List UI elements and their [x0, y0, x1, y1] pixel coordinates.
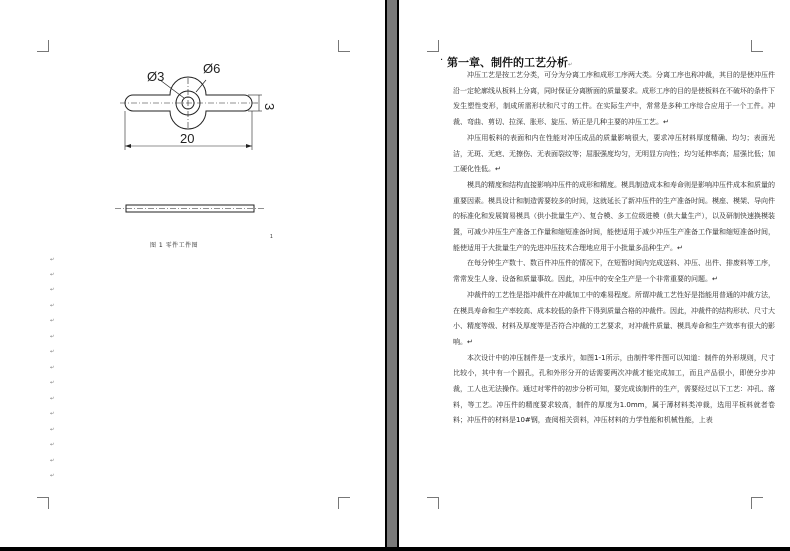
paragraph-mark: ↵ [50, 442, 55, 448]
crop-mark-top-right [751, 40, 763, 52]
paragraph-mark: ↵ [50, 458, 55, 464]
paragraph: 本次设计中的冲压制件是一支承片，如图1-1所示，由制件零件图可以知道：制件的外形规则，尺寸比较小，其中有一个圆孔，孔和外形分开的话需要两次冲裁才能完成加工，而且产品很小，即使分步冲裁，工人也无法操作。通过对零件的初步分析可知，要完成该制件的生产，需要经过以下工艺：冲孔、落料，等工艺。冲压件的精度要求较高，制件的厚度为1.0mm，属于薄材料类冲裁，选用平板料就者卷料；冲压件的材料是10#钢，查阅相关资料，冲压材料的力学性能和机械性能，上表 [453, 353, 775, 425]
window-bottom-edge [0, 547, 790, 551]
crop-mark-bottom-right [751, 497, 763, 509]
paragraph-mark: ↵ [50, 318, 55, 324]
dim-length-label: 20 [180, 131, 195, 146]
small-mark: 1 [270, 234, 273, 240]
heading-bullet: · [440, 55, 444, 66]
paragraph-mark: ↵ [50, 287, 55, 293]
dim-height-label: 3 [262, 103, 277, 111]
crop-mark-bottom-left [427, 497, 439, 509]
paragraph-mark: ↵ [50, 257, 55, 263]
paragraph: 冲压工艺是按工艺分类，可分为分离工序和成形工序两大类。分离工序也称冲裁，其目的是使冲压件沿一定轮廓线从板料上分离，同时保证分离断面的质量要求。成形工序的目的是使板料在不破坏的条件下发生塑性变形，制成所需形状和尺寸的工件。在实际生产中，常常是多种工序综合应用于一个工件。冲裁、弯曲、剪切、拉深、胀形、旋压、矫正是几种主要的冲压工艺。↵ [453, 71, 775, 127]
dim-outer-label: Ø6 [203, 61, 221, 76]
paragraph-mark: ↵ [50, 411, 55, 417]
body-text [453, 68, 775, 429]
paragraph-mark: ↵ [50, 349, 55, 355]
paragraph-mark: ↵ [50, 427, 55, 433]
paragraph-mark: ↵ [50, 473, 55, 479]
paragraph-mark: ↵ [50, 396, 55, 402]
paragraph: 冲裁件的工艺性是指冲裁件在冲裁加工中的难易程度。所谓冲裁工艺性好是指能用普通的冲裁方法，在模具寿命和生产率较高、成本较低的条件下得到质量合格的冲裁件。因此，冲裁件的结构形状、尺寸大小、精度等级、材料及厚度等是否符合冲裁的工艺要求，对冲裁件质量、模具寿命和生产效率有很大的影响。↵ [453, 290, 775, 346]
paragraph-mark: ↵ [50, 365, 55, 371]
figure-caption: 图 1 零件工件图 [150, 242, 199, 249]
left-page [0, 0, 385, 547]
chapter-title: 第一章、制件的工艺分析↵ [447, 56, 573, 69]
paragraph: 模具的精度和结构直接影响冲压件的成形和精度。模具制造成本和寿命则是影响冲压件成本和质量的重要因素。模具设计和制造需要较多的时间，这就延长了新冲压件的生产准备时间。模座、模架、导向件的标准化和发展简易模具（供小批量生产）、复合模、多工位级进模（供大量生产），以及研制快速换模装置，可减少冲压生产准备工作量和缩短准备时间，能使适用于减少冲压生产准备工作量和缩短准备时间，能使适用于大批量生产的先进冲压技术合理地应用于小批量多品种生产。↵ [453, 180, 775, 252]
part-drawing [0, 0, 385, 240]
paragraph: 在每分钟生产数十、数百件冲压件的情况下，在短暂时间内完成送料、冲压、出件、排废料等工序，常常发生人身、设备和质量事故。因此，冲压中的安全生产是一个非常重要的问题。↵ [453, 259, 775, 284]
paragraph-mark: ↵ [50, 334, 55, 340]
paragraph-mark: ↵ [50, 303, 55, 309]
page-gutter [385, 0, 399, 551]
paragraph-mark: ↵ [50, 380, 55, 386]
dim-hole-label: Ø3 [147, 69, 165, 84]
paragraph-mark: ↵ [50, 272, 55, 278]
paragraph: 冲压用板料的表面和内在性能对冲压成品的质量影响很大，要求冲压材料厚度精确、均匀；表面光洁，无斑、无疤、无擦伤、无表面裂纹等；屈服强度均匀，无明显方向性；均匀延伸率高；屈强比低；加工硬化性低。↵ [453, 133, 775, 174]
crop-mark-bottom-left [37, 497, 49, 509]
crop-mark-top-left [427, 40, 439, 52]
crop-mark-bottom-right [338, 497, 350, 509]
